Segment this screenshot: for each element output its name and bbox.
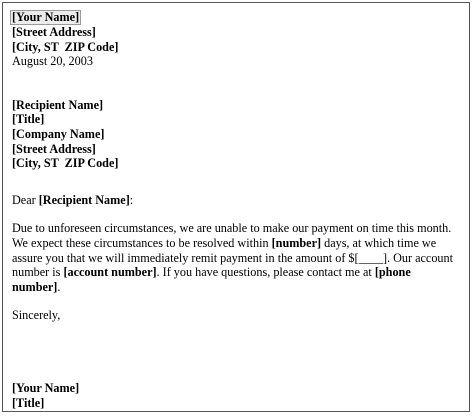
recipient-city: [City, ST ZIP Code] [12, 156, 119, 171]
sender-street: [Street Address] [12, 25, 96, 39]
letter-date: August 20, 2003 [12, 54, 93, 69]
body-paragraph [12, 221, 460, 294]
sender-city: [City, ST ZIP Code] [12, 39, 119, 54]
body-text-3: . If you have questions, please contact me at [156, 265, 375, 280]
signature-name: [Your Name] [12, 380, 80, 395]
closing: Sincerely, [12, 308, 61, 323]
recipient-street: [Street Address] [12, 141, 96, 156]
body-text-4: . [57, 279, 61, 294]
recipient-title: [Title] [12, 112, 45, 127]
signature-block [12, 381, 460, 410]
field-phone-number: [phone number] [12, 265, 411, 294]
signature-title: [Title] [12, 395, 45, 410]
salutation-name: [Recipient Name] [38, 192, 130, 207]
salutation-suffix: : [129, 192, 134, 207]
body-text-2: days, at which time we assure you that we will immediately remit payment in the amount of $[____]. Our account number is [12, 235, 454, 280]
recipient-name: [Recipient Name] [12, 97, 104, 112]
letter-document [12, 10, 460, 410]
salutation-prefix: Dear [12, 192, 39, 207]
body-text-1: Due to unforeseen circumstances, we are unable to make our payment on time this month. We expect these circumstances to be resolved within [12, 221, 452, 250]
field-number: [number] [271, 235, 322, 250]
sender-name[interactable]: [Your Name] [12, 10, 80, 24]
sender-block [12, 10, 460, 69]
recipient-block [12, 98, 460, 171]
recipient-company: [Company Name] [12, 126, 105, 141]
salutation [12, 193, 460, 208]
field-account-number: [account number] [63, 265, 157, 280]
